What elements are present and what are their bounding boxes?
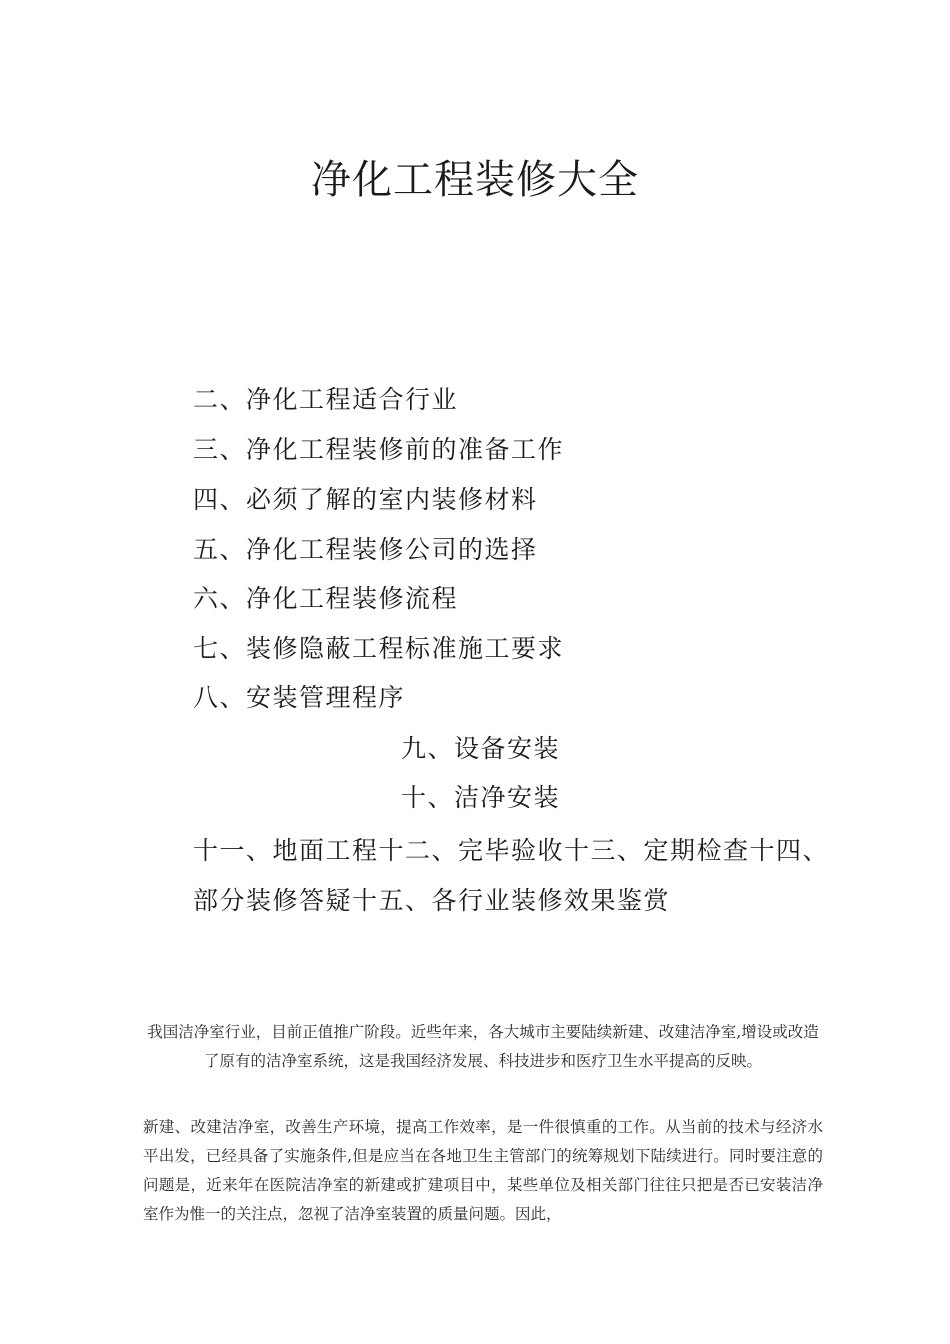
toc-item-9: 九、设备安装	[401, 734, 561, 763]
toc-item-3: 三、净化工程装修前的准备工作	[193, 435, 565, 464]
toc-item-2: 二、净化工程适合行业	[193, 385, 459, 414]
document-title: 净化工程装修大全	[311, 157, 639, 203]
intro-paragraph: 我国洁净室行业，目前正值推广阶段。近些年来，各大城市主要陆续新建、改建洁净室,增设或改造了原有的洁净室系统，这是我国经济发展、科技进步和医疗卫生水平提高的反映。	[147, 1022, 819, 1070]
toc-item-5: 五、净化工程装修公司的选择	[193, 535, 538, 564]
toc-item-8: 八、安装管理程序	[193, 683, 406, 712]
toc-item-4: 四、必须了解的室内装修材料	[193, 485, 538, 514]
body-paragraph: 新建、改建洁净室，改善生产环境，提高工作效率，是一件很慎重的工作。从当前的技术与经济水平出发，已经具备了实施条件,但是应当在各地卫生主管部门的统筹规划下陆续进行。同时要注意的问题是，近来年在医院洁净室的新建或扩建项目中，某些单位及相关部门往往只把是否已安装洁净室作为惟一的关注点，忽视了洁净室装置的质量问题。因此，	[143, 1117, 823, 1223]
toc-item-10: 十、洁净安装	[401, 783, 561, 812]
toc-item-7: 七、装修隐蔽工程标准施工要求	[193, 634, 565, 663]
toc-item-6: 六、净化工程装修流程	[193, 584, 459, 613]
toc-item-11-15: 十一、地面工程十二、完毕验收十三、定期检查十四、部分装修答疑十五、各行业装修效果鉴赏	[193, 836, 830, 915]
